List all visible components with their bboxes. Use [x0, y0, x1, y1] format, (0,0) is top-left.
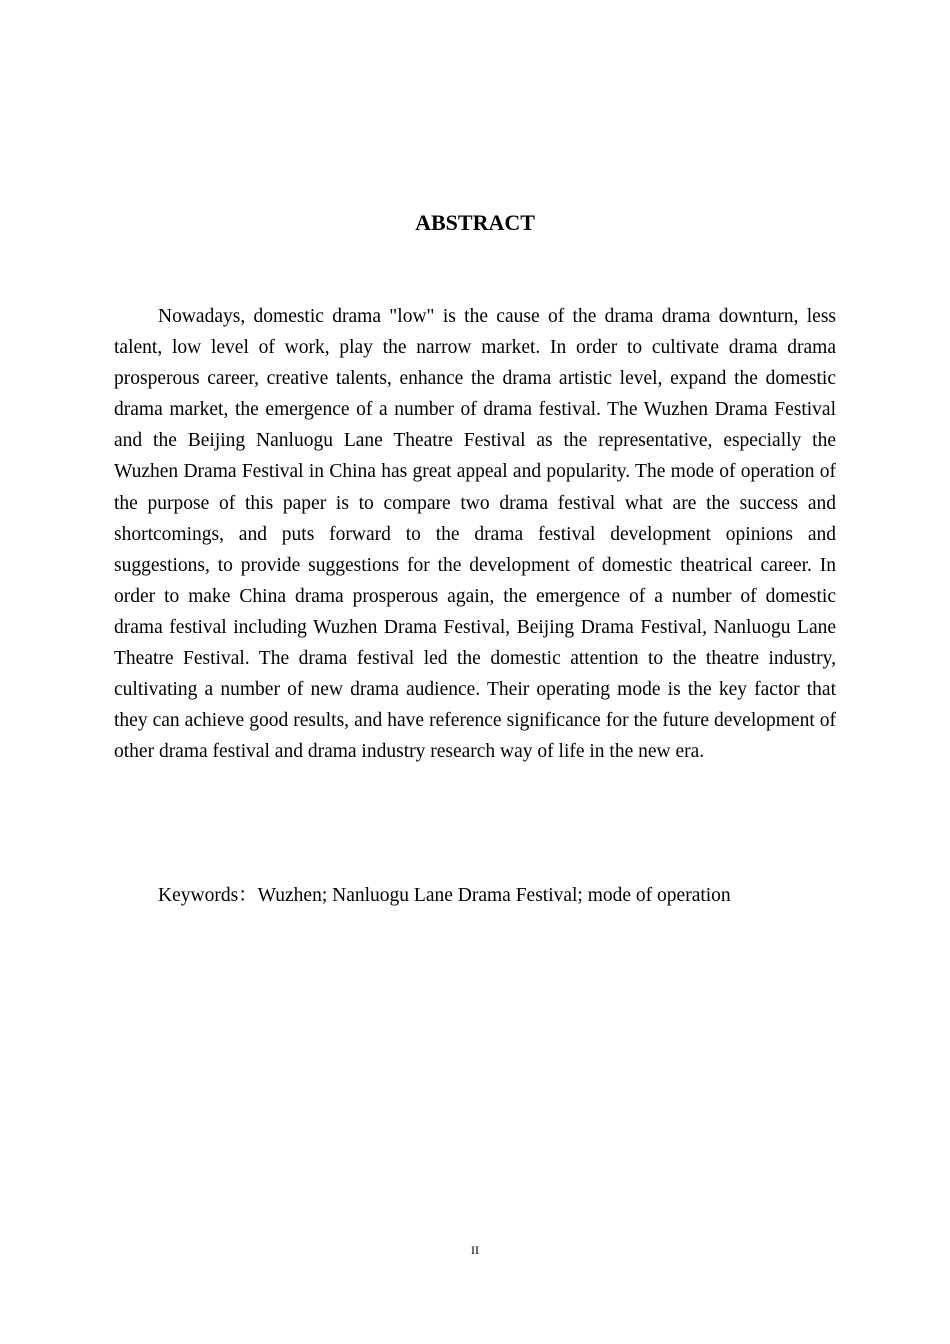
keywords-line [114, 880, 836, 911]
page-number: II [471, 1243, 479, 1257]
abstract-paragraph: Nowadays, domestic drama "low" is the cause of the drama drama downturn, less talent, low level of work, play the narrow market. In order to cultivate drama drama prosperous career, creative talents, enhance the drama artistic level, expand the domestic drama market, the emergence of a number of drama festival. The Wuzhen Drama Festival and the Beijing Nanluogu Lane Theatre Festival as the representative, especially the Wuzhen Drama Festival in China has great appeal and popularity. The mode of operation of the purpose of this paper is to compare two drama festival what are the success and shortcomings, and puts forward to the drama festival development opinions and suggestions, to provide suggestions for the development of domestic theatrical career. In order to make China drama prosperous again, the emergence of a number of domestic drama festival including Wuzhen Drama Festival, Beijing Drama Festival, Nanluogu Lane Theatre Festival. The drama festival led the domestic attention to the theatre industry, cultivating a number of new drama audience. Their operating mode is the key factor that they can achieve good results, and have reference significance for the future development of other drama festival and drama industry research way of life in the new era. [114, 306, 836, 763]
keywords-value: Wuzhen; Nanluogu Lane Drama Festival; mode of operation [257, 885, 731, 906]
keywords-label: Keywords： [158, 885, 258, 906]
abstract-title: ABSTRACT [415, 210, 535, 235]
